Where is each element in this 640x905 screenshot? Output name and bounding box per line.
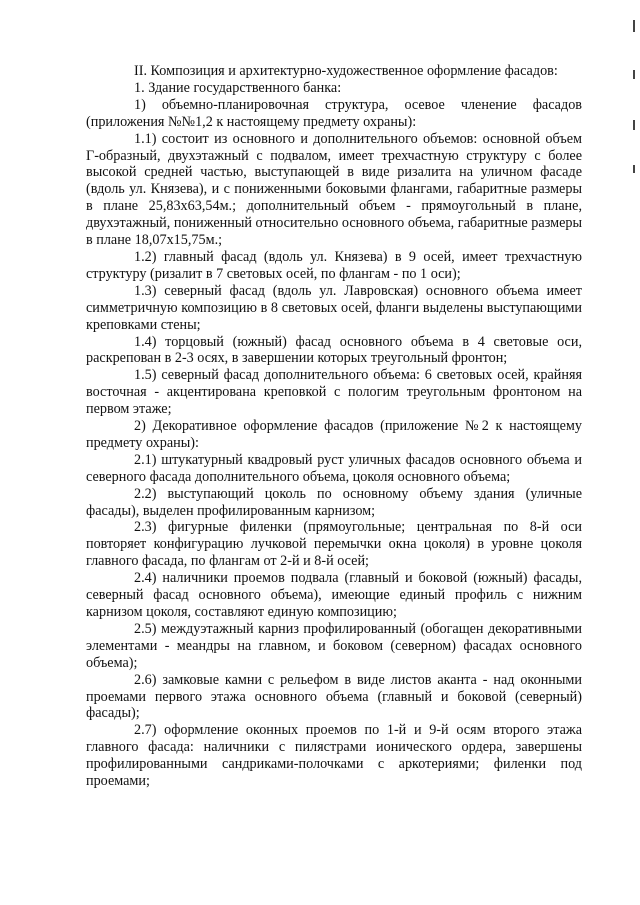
scan-edge-mark [633,120,635,130]
paragraph-1-2: 1.2) главный фасад (вдоль ул. Князева) в 9 осей, имеет трехчастную структуру (ризалит в 7 световых осей, по флангам - по 1 оси); [86,248,582,282]
paragraph-1-4: 1.4) торцовый (южный) фасад основного объема в 4 световые оси, раскрепован в 2-3 осях, в завершении которых треугольный фронтон; [86,333,582,367]
section-heading: II. Композиция и архитектурно-художественное оформление фасадов: [134,63,558,79]
paragraph-2-5: 2.5) междуэтажный карниз профилированный (обогащен декоративными элементами - меандры на главном, и боковом (северном) фасадах основного объема); [86,620,582,671]
paragraph-1-5: 1.5) северный фасад дополнительного объема: 6 световых осей, крайняя восточная - акцентирована креповкой с пологим треугольным фронтоном на первом этаже; [86,367,582,418]
paragraph-2-1: 2.1) штукатурный квадровый руст уличных фасадов основного объема и северного фасада дополнительного объема, цоколя основного объема; [86,451,582,485]
paragraph-2-4: 2.4) наличники проемов подвала (главный и боковой (южный) фасады, северный фасад основного объема), имеющие единый профиль с нижним карнизом цоколя, составляют единую композицию; [86,570,582,620]
scan-edge-marks [633,20,637,190]
paragraph-1-1: 1.1) состоит из основного и дополнительного объемов: основной объем Г-образный, двухэтажный с подвалом, имеет трехчастную структуру с более высокой средней частью, выступающей в виде ризалита на уличном фасаде (вдоль ул. Князева), и с пониженными боковыми флангами, габаритные размеры в плане 25,83х63,54м.; дополнительный объем - прямоугольный в плане, двухэтажный, пониженный относительно основного объема, габаритные размеры в плане 18,07х15,75м.; [86,130,582,249]
paragraph-1-3: 1.3) северный фасад (вдоль ул. Лавровская) основного объема имеет симметричную композицию в 8 световых осей, фланги выделены выступающими креповками стены; [86,282,582,333]
paragraph-2-6: 2.6) замковые камни с рельефом в виде листов аканта - над оконными проемами первого этажа основного объема (главный и боковой (северный) фасады); [86,671,582,722]
scan-edge-mark [633,165,635,173]
paragraph-1: 1) объемно-планировочная структура, осевое членение фасадов (приложения №№1,2 к настоящему предмету охраны): [86,96,582,130]
paragraph-2-2: 2.2) выступающий цоколь по основному объему здания (уличные фасады), выделен профилированным карнизом; [86,485,582,519]
scan-edge-mark [633,70,635,79]
paragraph-2-3: 2.3) фигурные филенки (прямоугольные; центральная по 8-й оси повторяет конфигурацию лучковой перемычки окна цоколя) в уровне цоколя главного фасада, по флангам от 2-й и 8-й осей; [86,519,582,570]
paragraph-building: 1. Здание государственного банка: [134,79,342,96]
scan-edge-mark [633,20,635,32]
document-body [86,63,582,790]
paragraph-2-7: 2.7) оформление оконных проемов по 1-й и 9-й осям второго этажа главного фасада: наличники с пилястрами ионического ордера, завершены профилированными сандриками-полочками с аркотериями; филенки под проемами; [86,722,582,790]
paragraph-2: 2) Декоративное оформление фасадов (приложение №2 к настоящему предмету охраны): [86,418,582,451]
